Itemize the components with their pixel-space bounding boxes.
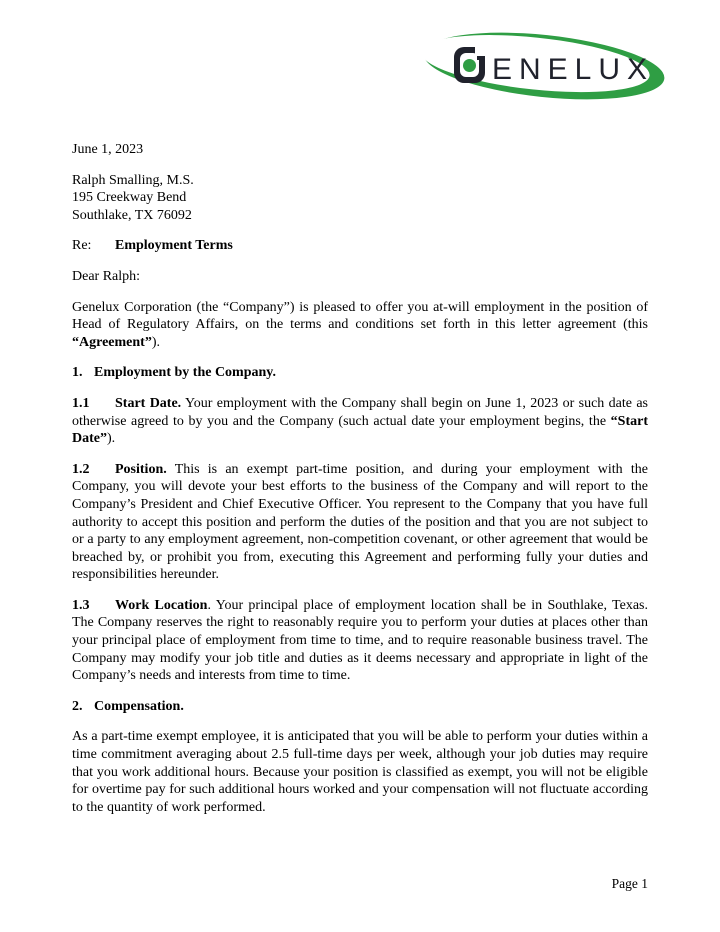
section-2-title: Compensation.: [94, 698, 184, 714]
section-2-number: 2.: [72, 698, 83, 714]
clause-1-1-text: Start Date. Your employment with the Company shall begin on June 1, 2023 or such date as otherwise agreed to by you and the Company (such actual date your employment begins, the “Start Date”).: [72, 395, 648, 447]
salutation: Dear Ralph:: [72, 268, 141, 284]
clause-1-3-number: 1.3: [72, 597, 90, 613]
clause-1-3: [72, 597, 648, 685]
logo-g-mark-icon: [454, 47, 485, 83]
section-1-number: 1.: [72, 365, 83, 381]
clause-1-2-number: 1.2: [72, 461, 90, 477]
section-2-heading: [72, 698, 648, 716]
letter-body: [72, 141, 648, 829]
clause-1-2: [72, 461, 648, 584]
footer-page-number: Page 1: [611, 876, 648, 891]
intro-paragraph: Genelux Corporation (the “Company”) is pleased to offer you at-will employment in the position of Head of Regulatory Affairs, on the terms and conditions set forth in this letter agreement (this “Agreement”).: [72, 299, 648, 350]
recipient-city: Southlake, TX 76092: [72, 207, 192, 223]
logo-wordmark-text: ENELUX: [492, 53, 655, 86]
clause-1-1: [72, 395, 648, 448]
letter-date: June 1, 2023: [72, 142, 144, 157]
clause-1-3-text: Work Location. Your principal place of employment location shall be in Southlake, Texas. The Company reserves the right to reasonably require you to perform your duties at places other than your principal place of employment from time to time, and to require reasonable business travel. The Company may modify your job title and duties as it deems necessary and appropriate in light of the Company’s needs and interests from time to time.: [72, 597, 648, 684]
clause-1-1-number: 1.1: [72, 395, 90, 411]
re-subject: Employment Terms: [115, 238, 233, 254]
recipient-address: [72, 172, 648, 225]
clause-1-2-text: Position. This is an exempt part-time position, and during your employment with the Company, you will devote your best efforts to the business of the Company and will report to the Company’s President and Chief Executive Officer. You represent to the Company that you have full authority to accept this position and perform the duties of the position and that you are not subject to or a party to any employment agreement, non-competition covenant, or other agreement that would be breached by, or prohibit you from, executing this Agreement and performing fully your duties and responsibilities hereunder.: [72, 461, 648, 583]
section-2-body: As a part-time exempt employee, it is anticipated that you will be able to perform your duties within a time commitment averaging about 2.5 full-time days per week, although your job duties may require that you work additional hours. Because your position is classified as exempt, you will not be eligible for overtime pay for such additional hours worked and your compensation will not fluctuate according to the quantity of work performed.: [72, 729, 648, 815]
re-label: Re:: [72, 238, 92, 254]
re-line: [72, 237, 648, 255]
recipient-street: 195 Creekway Bend: [72, 190, 187, 206]
genelux-logo: [420, 27, 668, 105]
section-1-heading: [72, 364, 648, 382]
recipient-name: Ralph Smalling, M.S.: [72, 172, 194, 188]
section-1-title: Employment by the Company.: [94, 365, 277, 381]
genelux-logo-graphic: [420, 27, 668, 105]
